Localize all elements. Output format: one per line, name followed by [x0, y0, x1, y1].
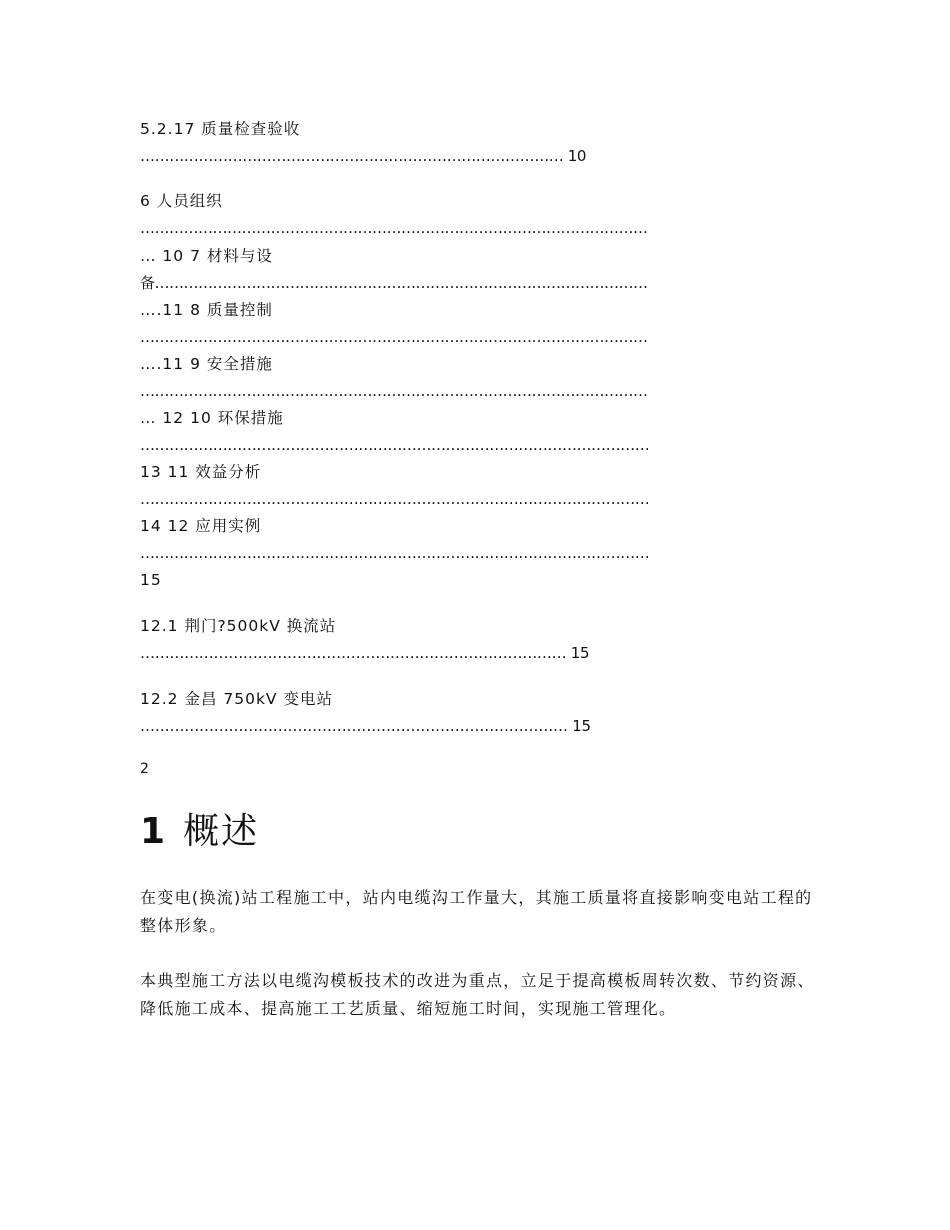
- toc-entry-5-2-17-leader: …………………………………………………………………………… 10: [140, 147, 587, 165]
- toc-entry-11-title: 13 11 效益分析: [140, 463, 262, 481]
- toc-entry-12-title: 14 12 应用实例: [140, 517, 262, 535]
- section-number: 1: [140, 811, 168, 852]
- toc-entry-11-leader: ……………………………………………………………………………………………: [140, 490, 650, 508]
- toc-entry-12-page: 15: [140, 571, 162, 589]
- toc-entry-10-title: … 12 10 环保措施: [140, 409, 284, 427]
- toc-entry-7-title: … 10 7 材料与设: [140, 247, 273, 265]
- toc-entry-8-leader: ……………………………………………………………………………………………: [140, 328, 648, 346]
- toc-entry-8-title: ….11 8 质量控制: [140, 301, 273, 319]
- paragraph-2: 本典型施工方法以电缆沟模板技术的改进为重点，立足于提高模板周转次数、节约资源、降低施工成本、提高施工工艺质量、缩短施工时间，实现施工管理化。: [140, 971, 815, 1018]
- toc-entry-6-title: 6 人员组织: [140, 192, 223, 210]
- toc-entry-12-leader: ……………………………………………………………………………………………: [140, 544, 650, 562]
- section-heading: [140, 808, 259, 856]
- page-number: 2: [140, 761, 149, 777]
- section-title: 概述: [183, 811, 260, 852]
- toc-entry-9-title: ….11 9 安全措施: [140, 355, 273, 373]
- toc-entry-6-leader: ……………………………………………………………………………………………: [140, 219, 648, 237]
- toc-entry-12-1-title: 12.1 荆门?500kV 换流站: [140, 617, 337, 635]
- toc-entry-10-leader: ……………………………………………………………………………………………: [140, 436, 650, 454]
- paragraph-1: 在变电(换流)站工程施工中，站内电缆沟工作量大，其施工质量将直接影响变电站工程的整体形象。: [140, 888, 813, 935]
- toc-entry-9-leader: ……………………………………………………………………………………………: [140, 382, 648, 400]
- toc-entry-12-1-leader: …………………………………………………………………………… 15: [140, 644, 590, 662]
- toc-entry-5-2-17-title: 5.2.17 质量检查验收: [140, 120, 301, 138]
- toc-entry-12-2-leader: …………………………………………………………………………… 15: [140, 717, 591, 735]
- toc-entry-12-2-title: 12.2 金昌 750kV 变电站: [140, 690, 333, 708]
- toc-entry-7-leader: 备…………………………………………………………………………………………: [140, 274, 648, 292]
